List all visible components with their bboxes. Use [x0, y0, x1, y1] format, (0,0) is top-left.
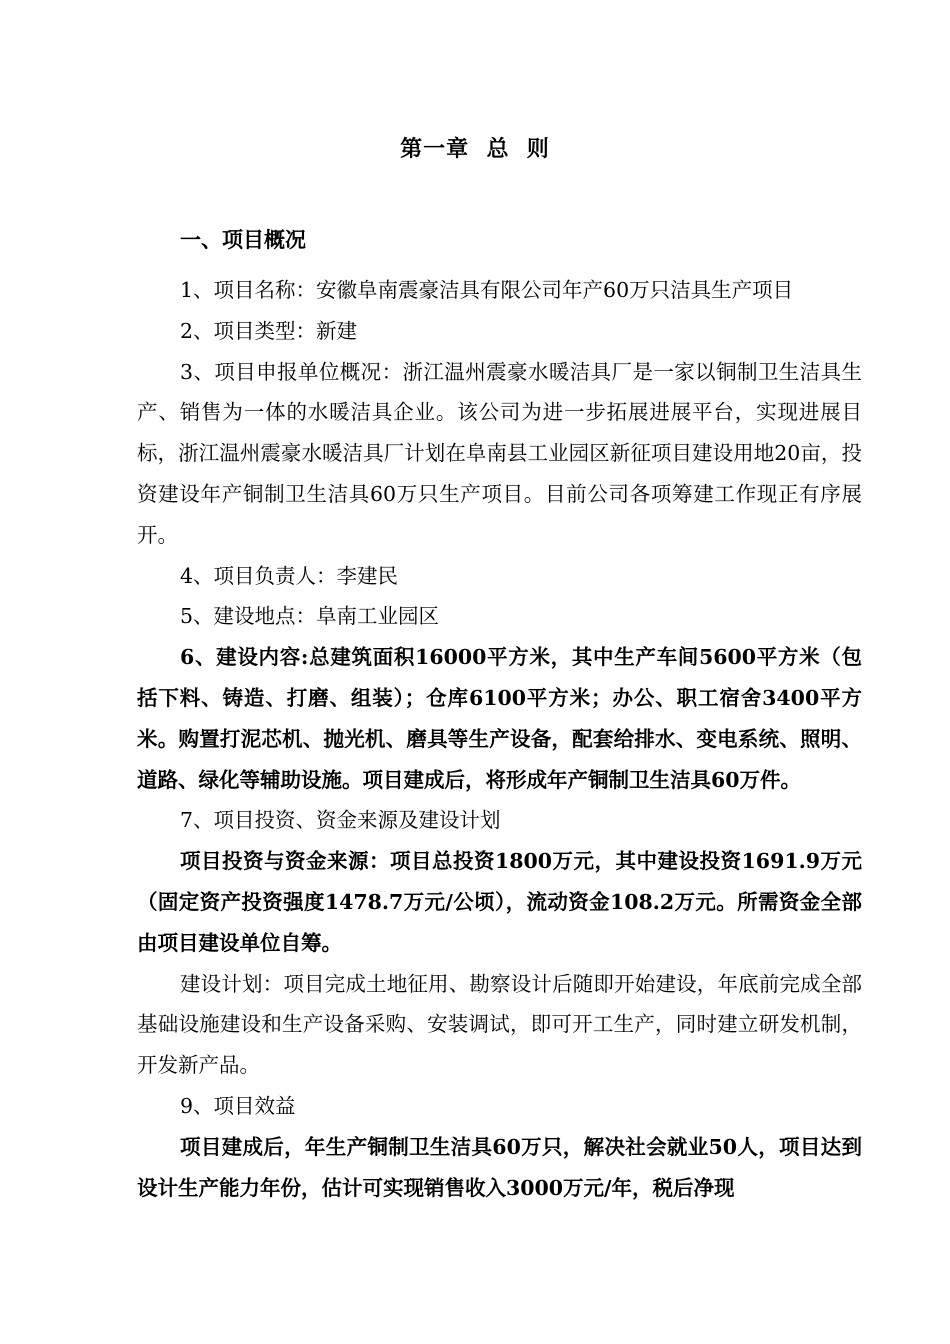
paragraph-project-leader: 4、项目负责人：李建民 [180, 563, 399, 588]
paragraph-investment-heading: 7、项目投资、资金来源及建设计划 [180, 808, 501, 833]
section-heading: 一、项目概况 [180, 227, 306, 252]
paragraph-benefits: 项目建成后，年生产铜制卫生洁具60万只，解决社会就业50人，项目达到设计生产能力年份，估计可实现销售收入3000万元/年，税后净现 [137, 1134, 862, 1200]
document-body [137, 270, 862, 1208]
paragraph-construction-plan: 建设计划：项目完成土地征用、勘察设计后随即开始建设，年底前完成全部基础设施建设和生产设备采购、安装调试，即可开工生产，同时建立研发机制，开发新产品。 [137, 971, 862, 1078]
paragraph-construction-content: 6、建设内容:总建筑面积16000平方米，其中生产车间5600平方米（包括下料、铸造、打磨、组装）；仓库6100平方米；办公、职工宿舍3400平方米。购置打泥芯机、抛光机、磨具等生产设备，配套给排水、变电系统、照明、道路、绿化等辅助设施。项目建成后，将形成年产铜制卫生洁具60万件。 [137, 645, 862, 792]
paragraph-location: 5、建设地点：阜南工业园区 [180, 604, 440, 629]
paragraph-funding: 项目投资与资金来源：项目总投资1800万元，其中建设投资1691.9万元（固定资产投资强度1478.7万元/公顷），流动资金108.2万元。所需资金全部由项目建设单位自筹。 [137, 849, 862, 955]
paragraph-applicant-overview: 3、项目申报单位概况：浙江温州震豪水暖洁具厂是一家以铜制卫生洁具生产、销售为一体的水暖洁具企业。该公司为进一步拓展进展平台，实现进展目标，浙江温州震豪水暖洁具厂计划在阜南县工业园区新征项目建设用地20亩，投资建设年产铜制卫生洁具60万只生产项目。目前公司各项筹建工作现正有序展开。 [137, 359, 862, 547]
paragraph-project-type: 2、项目类型：新建 [180, 318, 358, 343]
paragraph-benefits-heading: 9、项目效益 [180, 1093, 296, 1118]
paragraph-project-name: 1、项目名称：安徽阜南震豪洁具有限公司年产60万只洁具生产项目 [180, 278, 794, 302]
chapter-title: 第一章 总 则 [400, 136, 550, 162]
